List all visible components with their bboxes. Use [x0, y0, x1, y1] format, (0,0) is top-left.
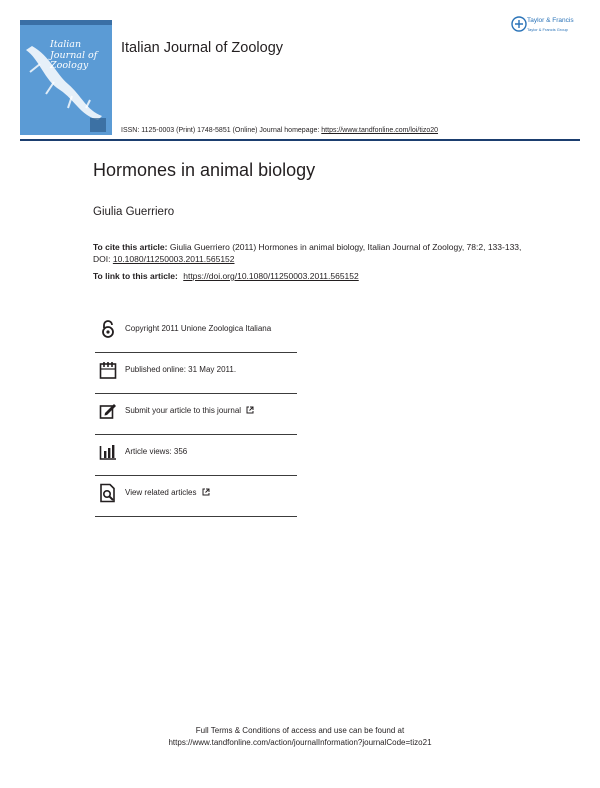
submit-article-label: Submit your article to this journal: [125, 406, 242, 415]
footer: [0, 725, 600, 749]
row-divider: [95, 393, 297, 395]
view-related-link[interactable]: [125, 488, 210, 497]
citation-block: [93, 241, 533, 265]
journal-name[interactable]: Italian Journal of Zoology: [121, 40, 284, 56]
publisher-logo-text: Taylor & Francis: [527, 17, 574, 24]
view-related-icon: [99, 483, 117, 503]
view-related-label: View related articles: [125, 488, 197, 497]
info-row-views: [95, 436, 297, 476]
cover-title-line: Italian: [50, 39, 82, 50]
cite-label: To cite this article:: [93, 242, 168, 252]
row-divider: [95, 434, 297, 436]
info-row-related[interactable]: [95, 477, 297, 517]
info-row-copyright: [95, 313, 297, 353]
row-divider: [95, 475, 297, 477]
cover-title: [50, 40, 110, 72]
info-row-submit[interactable]: [95, 395, 297, 435]
row-divider: [95, 352, 297, 354]
cover-title-line: Journal of: [50, 49, 98, 61]
external-link-icon: [246, 406, 254, 414]
article-url-link[interactable]: https://doi.org/10.1080/11250003.2011.565152: [183, 271, 359, 281]
edit-submit-icon: [99, 401, 117, 421]
doi-link[interactable]: 10.1080/11250003.2011.565152: [112, 254, 235, 264]
cite-text: Giulia Guerriero (2011) Hormones in animal biology, Italian Journal of Zoology, 78:2, 133-133, DOI:: [93, 242, 522, 264]
copyright-open-access-icon: [99, 319, 117, 339]
calendar-icon: [99, 360, 117, 380]
bar-chart-icon: [99, 442, 117, 462]
journal-homepage-link[interactable]: https://www.tandfonline.com/loi/tizo20: [321, 127, 439, 134]
article-author: Giulia Guerriero: [93, 206, 175, 218]
lizard-illustration: [20, 20, 112, 135]
taylor-francis-logo-icon: [511, 16, 527, 32]
footer-terms-url[interactable]: https://www.tandfonline.com/action/journalInformation?journalCode=tizo21: [168, 738, 432, 747]
article-title: Hormones in animal biology: [93, 160, 316, 180]
publisher-logo-subtext: Taylor & Francis Group: [527, 27, 568, 32]
published-date-text: Published online: 31 May 2011.: [125, 365, 237, 374]
issn-line: [121, 127, 438, 134]
external-link-icon: [202, 488, 210, 496]
link-label: To link to this article:: [93, 271, 178, 281]
journal-cover-image: [20, 20, 112, 135]
submit-article-link[interactable]: [125, 406, 254, 415]
row-divider: [95, 516, 297, 518]
issn-text: ISSN: 1125-0003 (Print) 1748-5851 (Online) Journal homepage:: [121, 127, 320, 134]
copyright-text: Copyright 2011 Unione Zoologica Italiana: [125, 324, 272, 333]
header-divider: [20, 139, 580, 141]
article-link-line: [93, 271, 359, 281]
footer-terms-text: Full Terms & Conditions of access and use can be found at: [195, 726, 405, 735]
article-views-text: Article views: 356: [125, 447, 188, 456]
info-row-published: [95, 354, 297, 394]
cover-title-line: Zoology: [50, 60, 89, 71]
